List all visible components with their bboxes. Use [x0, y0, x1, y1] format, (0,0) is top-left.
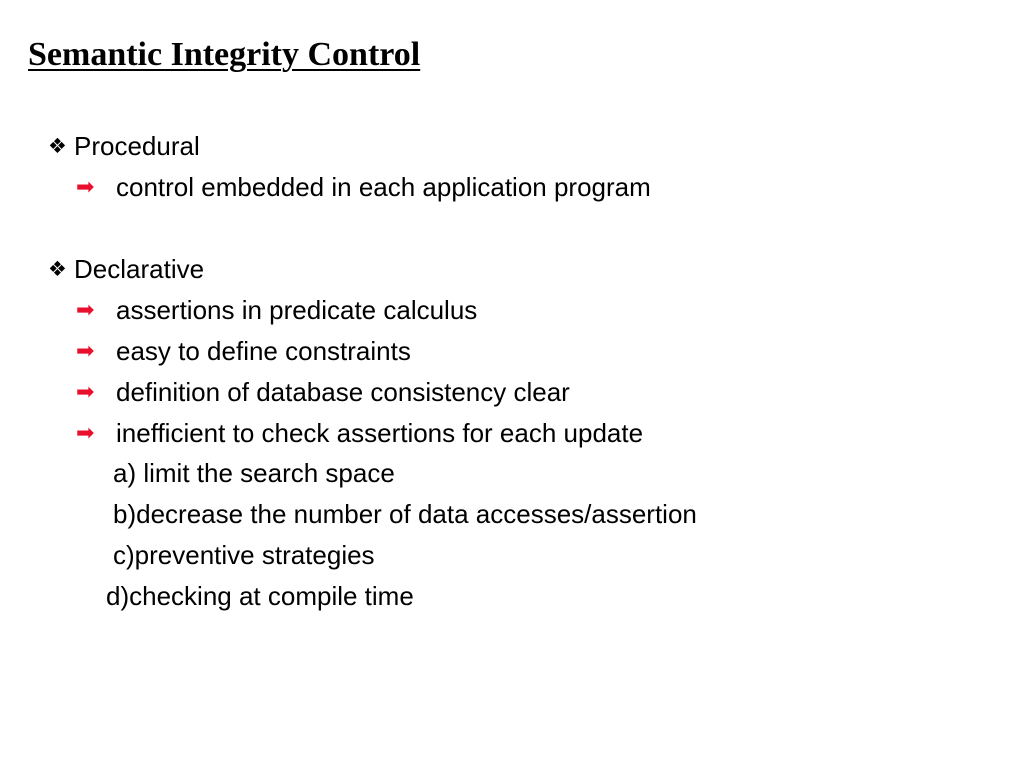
- list-item: [76, 418, 643, 449]
- diamond-bullet-icon: ❖: [48, 257, 67, 281]
- list-item: [76, 172, 651, 203]
- list-item-text: inefficient to check assertions for each update: [116, 418, 644, 448]
- section-procedural: [48, 131, 200, 161]
- arrow-bullet-icon: ➡: [76, 298, 95, 323]
- list-item-text: easy to define constraints: [116, 336, 411, 366]
- list-item-text: assertions in predicate calculus: [116, 295, 478, 325]
- sub-list-item: a) limit the search space: [113, 458, 395, 488]
- arrow-bullet-icon: ➡: [76, 380, 95, 405]
- list-item: [76, 295, 477, 326]
- sub-list-item: b)decrease the number of data accesses/assertion: [113, 499, 697, 529]
- list-item-text: control embedded in each application program: [116, 172, 651, 202]
- arrow-bullet-icon: ➡: [76, 339, 95, 364]
- diamond-bullet-icon: ❖: [48, 134, 67, 158]
- sub-list-item: c)preventive strategies: [113, 540, 375, 570]
- arrow-bullet-icon: ➡: [76, 421, 95, 446]
- slide-title: Semantic Integrity Control: [28, 36, 421, 73]
- section-declarative: [48, 254, 204, 284]
- sub-list-item: d)checking at compile time: [106, 581, 414, 611]
- arrow-bullet-icon: ➡: [76, 175, 95, 200]
- section-heading: Declarative: [74, 254, 205, 284]
- list-item: [76, 336, 411, 367]
- section-heading: Procedural: [74, 131, 200, 161]
- list-item: [76, 377, 570, 408]
- list-item-text: definition of database consistency clear: [116, 377, 570, 407]
